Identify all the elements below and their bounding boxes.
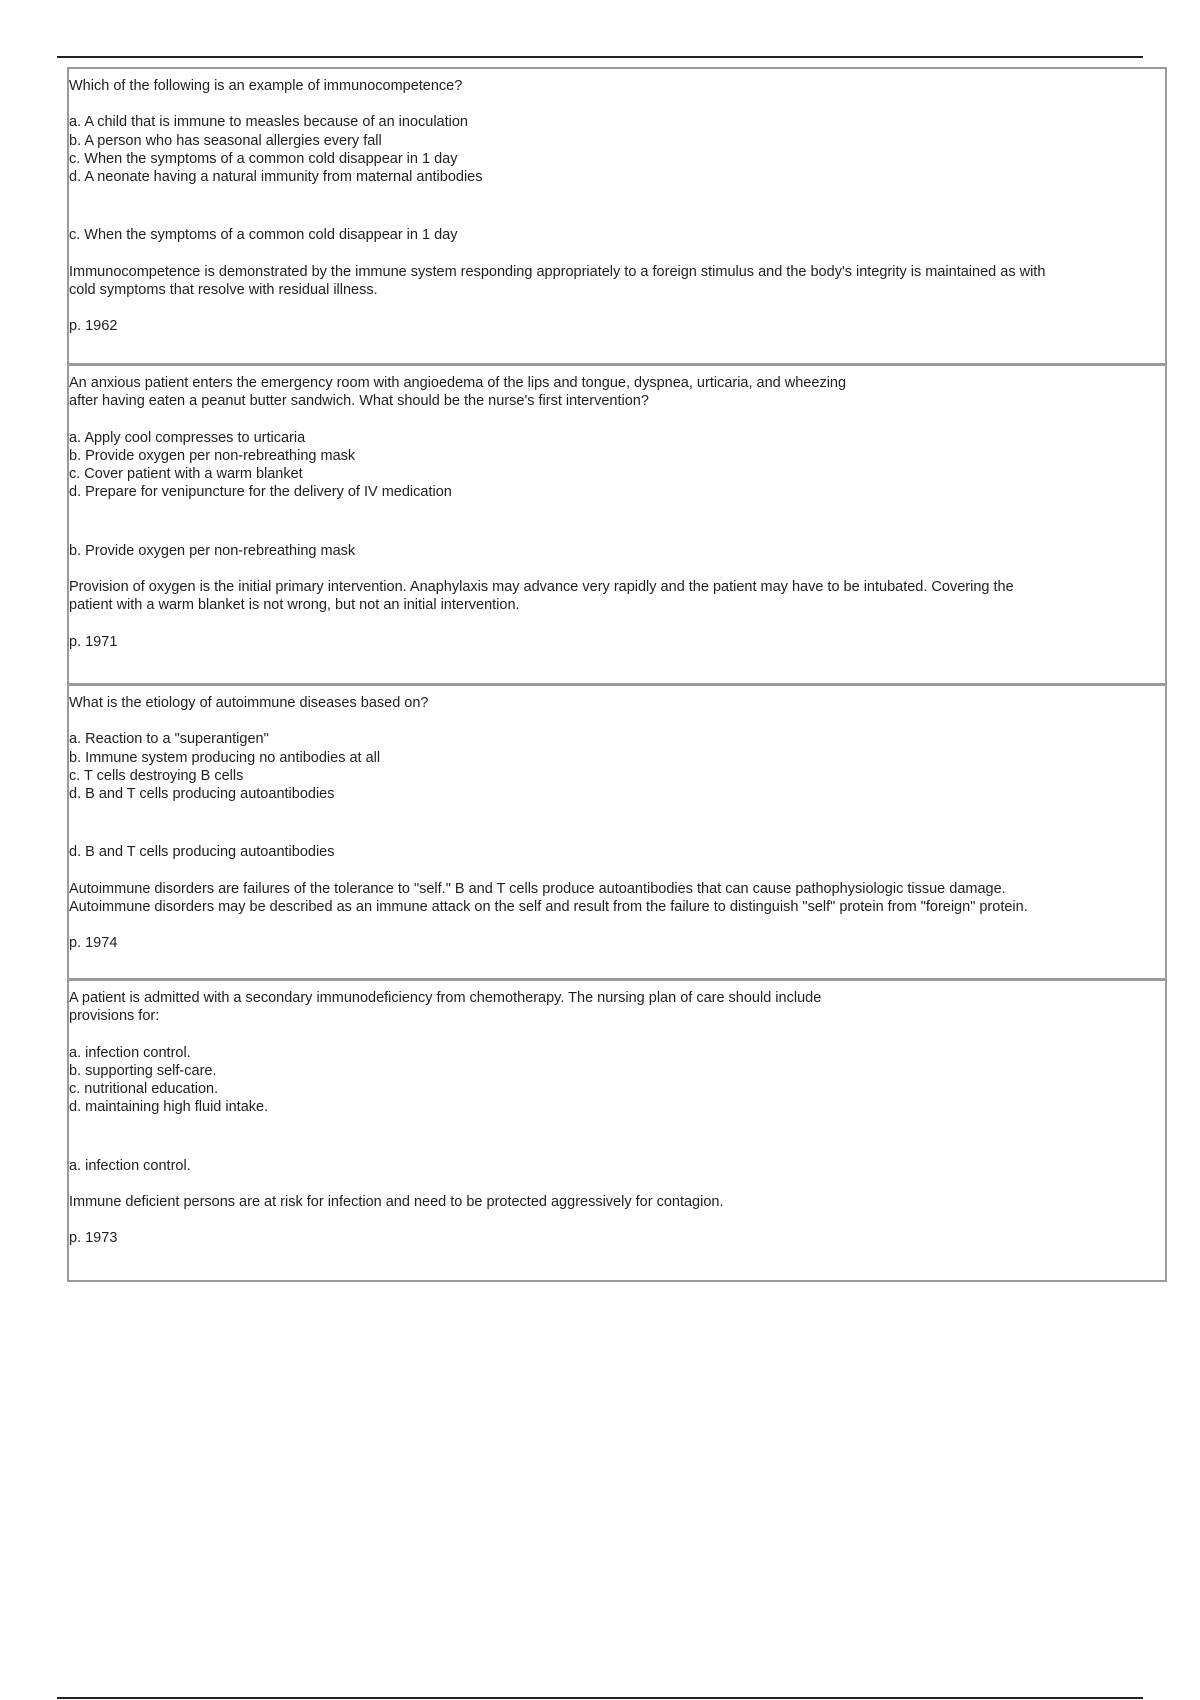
option-d: d. Prepare for venipuncture for the delivery of IV medication <box>69 484 452 501</box>
option-list <box>69 429 1157 502</box>
top-divider <box>57 56 1143 58</box>
option-b: b. A person who has seasonal allergies every fall <box>69 132 382 149</box>
option-b: b. supporting self-care. <box>69 1062 217 1079</box>
explanation-text: Immune deficient persons are at risk for infection and need to be protected aggressively for contagion. <box>69 1194 724 1211</box>
question-card <box>69 978 1165 1280</box>
question-text: Which of the following is an example of immunocompetence? <box>69 78 463 94</box>
option-b: b. Immune system producing no antibodies at all <box>69 749 381 766</box>
option-b: b. Provide oxygen per non-rebreathing mask <box>69 447 356 464</box>
option-list <box>69 113 1157 186</box>
explanation-text: Autoimmune disorders are failures of the tolerance to "self." B and T cells produce autoantibodies that can cause pathophysiologic tissue damage. Autoimmune disorders may be described as an immune attack on the self and result from the failure to distinguish "self" protein from "foreign" protein. <box>69 880 1028 916</box>
option-a: a. Apply cool compresses to urticaria <box>69 429 306 446</box>
answer-text: b. Provide oxygen per non-rebreathing mask <box>69 542 356 559</box>
question-list <box>67 67 1167 1282</box>
option-c: c. When the symptoms of a common cold disappear in 1 day <box>69 150 458 167</box>
option-d: d. maintaining high fluid intake. <box>69 1099 269 1116</box>
question-card <box>69 363 1165 683</box>
answer-text: c. When the symptoms of a common cold disappear in 1 day <box>69 227 458 244</box>
explanation-text: Provision of oxygen is the initial primary intervention. Anaphylaxis may advance very rapidly and the patient may have to be intubated. Covering the patient with a warm blanket is not wrong, but not an initial intervention. <box>69 579 1014 614</box>
option-c: c. T cells destroying B cells <box>69 767 244 784</box>
page-reference: p. 1974 <box>69 935 118 952</box>
answer-text: d. B and T cells producing autoantibodies <box>69 844 335 861</box>
option-c: c. Cover patient with a warm blanket <box>69 466 303 483</box>
option-a: a. infection control. <box>69 1044 191 1061</box>
bottom-divider <box>57 1697 1143 1699</box>
option-a: a. A child that is immune to measles because of an inoculation <box>69 114 468 131</box>
page-reference: p. 1973 <box>69 1230 118 1247</box>
page-reference: p. 1962 <box>69 318 118 335</box>
option-a: a. Reaction to a "superantigen" <box>69 731 269 748</box>
explanation-text: Immunocompetence is demonstrated by the immune system responding appropriately to a foreign stimulus and the body's integrity is maintained as with cold symptoms that resolve with residual illness. <box>69 263 1046 299</box>
question-card <box>69 683 1165 978</box>
page-reference: p. 1971 <box>69 633 118 650</box>
question-text: An anxious patient enters the emergency room with angioedema of the lips and tongue, dyspnea, urticaria, and wheezing after having eaten a peanut butter sandwich. What should be the nurse's first intervention? <box>69 375 847 410</box>
option-list <box>69 730 1157 803</box>
option-c: c. nutritional education. <box>69 1081 219 1098</box>
question-text: A patient is admitted with a secondary immunodeficiency from chemotherapy. The nursing plan of care should include provisions for: <box>69 990 822 1025</box>
answer-text: a. infection control. <box>69 1157 191 1174</box>
option-d: d. A neonate having a natural immunity from maternal antibodies <box>69 169 483 186</box>
question-text: What is the etiology of autoimmune diseases based on? <box>69 695 429 711</box>
option-list <box>69 1044 1157 1117</box>
option-d: d. B and T cells producing autoantibodies <box>69 786 335 803</box>
question-card <box>69 69 1165 363</box>
